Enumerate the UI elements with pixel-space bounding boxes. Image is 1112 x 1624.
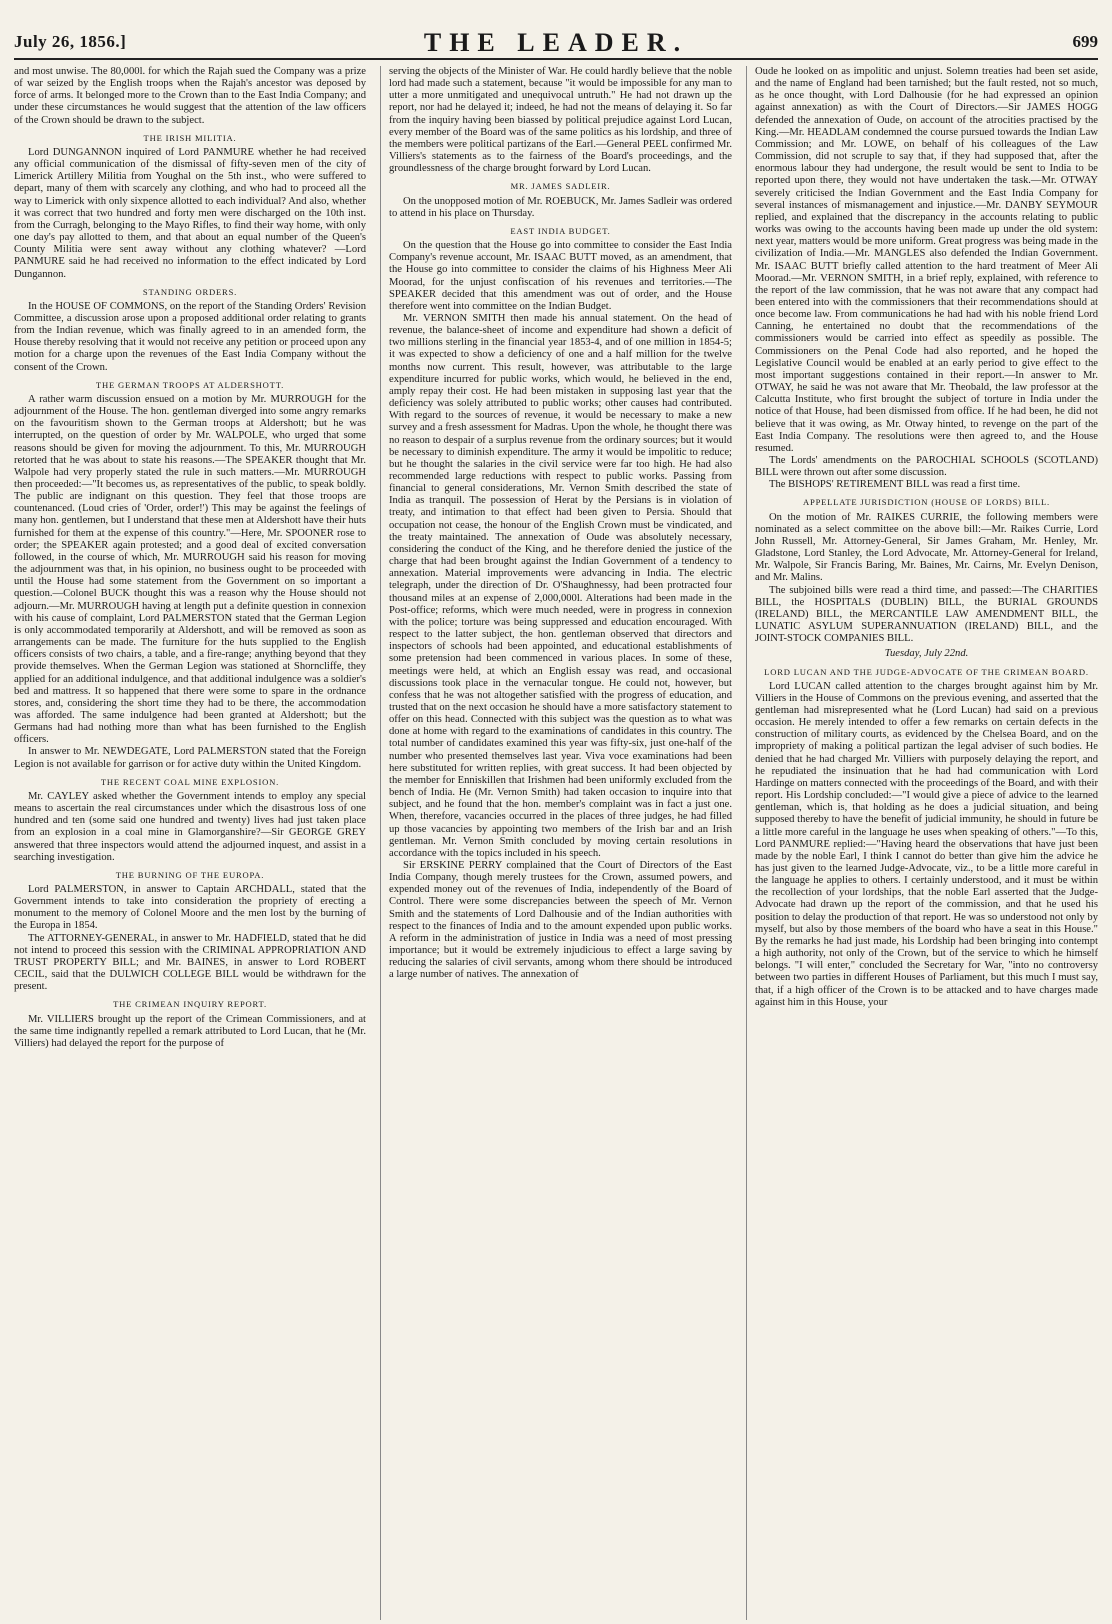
section-heading: THE BURNING OF THE EUROPA. [115,869,265,880]
paragraph: Sir ERSKINE PERRY complained that the Court of Directors of the East India Company, though merely trustees for the Crown, assumed powers, and expended money out of the revenues of India, independently of the Board of Control. There were some discrepancies between the speech of Mr. Vernon Smith and the statements of Lord Dalhousie and of the Indian authorities with respect to the finances of India and to the amount expended upon public works. A reform in the administration of justice in India was a need of most pressing importance; but it would be extremely injudicious to effect a large saving by reducing the salaries of civil servants, among whom there should be introduced a large number of natives. The annexation of [389,860,732,981]
paragraph: Lord DUNGANNON inquired of Lord PANMURE whether he had received any official communication of the dismissal of fifty-seven men of the city of Limerick Artillery Militia from Youghal on the 5th inst., who were suffered to depart, many of them with scarcely any clothing, and who had to proceed all the way to Limerick with only sixpence allotted to each individual? And also, whether it was correct that two hundred and forty men were discharged on the 10th inst. from the Curragh, belonging to the Mayo Rifles, to find their way home, with only one day's pay allotted to them, and that about an equal number of the Queen's County Militia were sent away without any clothing whatever? —Lord PANMURE said he had received no information to the effect indicated by Lord Dungannon. [14,146,366,280]
paragraph: Oude he looked on as impolitic and unjust. Solemn treaties had been set aside, and the name of England had been tarnished; but the fault rested, not so much, as he once thought, with Lord Dalhousie (for he had expressed an opinion against annexation) as with the Court of Directors.—Sir JAMES HOGG defended the annexation of Oude, on account of the atrocities practised by the King.—Mr. HEADLAM condemned the course pursued towards the Indian Law Commission; and Mr. LOWE, on behalf of his colleagues of the Law Commission, did not scruple to say that, if they had supposed that, after the enormous labour they had undergone, the result would be sent to India to be reported upon there, they would not have undertaken the task.—Mr. OTWAY severely criticised the Indian Government and the East India Company for several instances of mismanagement and injustice.—Mr. DANBY SEYMOUR replied, and explained that the discrepancy in the accounts relating to public works was owing to the accounts having been made up under the old system: next year, matters would be more uniform. Great progress was being made in the civilization of India.—Mr. MANGLES also defended the Indian Government. Mr. ISAAC BUTT briefly called attention to the hard treatment of Meer Ali Moorad.—Mr. VERNON SMITH, in a brief reply, explained, with reference to the report of the law commission, that he was not aware that any compact had been entered into with the commissioners that their recommendations should at once become law. From communications he had had with his noble friend Lord Canning, he entertained no doubt that the recommendations of the commissioners would be carried into effect as speedily as possible. The Commissioners on the Penal Code had also reported, and he hoped the Legislative Council would be enabled at an early period to give effect to the most important suggestions contained in their report.—In answer to Mr. OTWAY, he said he was not aware that Mr. Theobald, the law professor at the Calcutta Institute, who first brought the subject of torture in India under the notice of that House, had been dismissed from office. If he had been, he did not believe that it was owing, as Mr. Otway hinted, to revenge on the part of the East India Company. The resolutions were then agreed to, and the House resumed. [755,66,1098,454]
paragraph: and most unwise. The 80,000l. for which the Rajah sued the Company was a prize of war seized by the English troops when the Rajah's ancestor was deposed by force of arms. It belonged more to the Crown than to the East India Company; and under these circumstances he would suggest that the attention of the law officers of the Crown should be drawn to the subject. [14,66,366,126]
dateline: Tuesday, July 22nd. [884,648,969,660]
paragraph: On the motion of Mr. RAIKES CURRIE, the following members were nominated as a select committee on the above bill:—Mr. Raikes Currie, Lord John Russell, Mr. Attorney-General, Sir James Graham, Mr. Henley, Mr. Gladstone, Lord Stanley, the Lord Advocate, Mr. Attorney-General for Ireland, Mr. Walpole, Sir Francis Baring, Mr. Baines, Mr. Cairns, Mr. Evelyn Denison, and Mr. Malins. [755,511,1098,584]
column-3 [746,66,1098,1620]
section-heading: THE RECENT COAL MINE EXPLOSION. [100,776,280,787]
text-columns [14,66,1098,1620]
section-heading: THE CRIMEAN INQUIRY REPORT. [113,999,267,1010]
paragraph: The BISHOPS' RETIREMENT BILL was read a first time. [769,479,1021,491]
paragraph: On the unopposed motion of Mr. ROEBUCK, Mr. James Sadleir was ordered to attend in his place on Thursday. [389,195,732,219]
section-heading: EAST INDIA BUDGET. [510,225,611,236]
paragraph: serving the objects of the Minister of War. He could hardly believe that the noble lord had made such a statement, because "it would be impossible for any man to utter a more unmitigated and unequivocal untruth." He had not drawn up the report, nor had he delayed it; indeed, he had not the means of delaying it. So far from the inquiry having been biassed by political prejudice against Lord Lucan, every member of the Board was of the same politics as his lordship, and three of the members were political partizans of the Earl.—General PEEL confirmed Mr. Villiers's statements as to the fairness of the Board's proceedings, and the groundlessness of the charge brought forward by Lord Lucan. [389,66,732,175]
section-heading: THE GERMAN TROOPS AT ALDERSHOTT. [95,379,285,390]
paragraph: The subjoined bills were read a third time, and passed:—The CHARITIES BILL, the HOSPITALS (DUBLIN) BILL, the BURIAL GROUNDS (IRELAND) BILL, the MERCANTILE LAW AMENDMENT BILL, the LUNATIC ASYLUM SUPERANNUATION (IRELAND) BILL, and the JOINT-STOCK COMPANIES BILL. [755,584,1098,645]
column-2 [380,66,732,1620]
issue-date: July 26, 1856.] [14,32,127,51]
section-heading: THE IRISH MILITIA. [143,132,237,143]
paragraph: On the question that the House go into committee to consider the East India Company's revenue account, Mr. ISAAC BUTT moved, as an amendment, that the House go into committee to consider the claims of his Highness Meer Ali Moorad, for the unjust confiscation of his revenues and territories.—The SPEAKER decided that this amendment was out of order, and the House therefore went into committee on the Indian Budget. [389,240,732,312]
section-heading: LORD LUCAN AND THE JUDGE-ADVOCATE OF THE CRIMEAN BOARD. [764,666,1089,677]
column-1 [14,66,366,1620]
paragraph: The Lords' amendments on the PAROCHIAL SCHOOLS (SCOTLAND) BILL were thrown out after some discussion. [755,455,1098,479]
paragraph: Lord LUCAN called attention to the charges brought against him by Mr. Villiers in the House of Commons on the previous evening, and asserted that the gentleman had misrepresented what he (Lord Lucan) had said on a previous occasion. He merely intended to offer a few remarks on certain defects in the construction of military courts, as evidenced by the Chelsea Board, and on the impropriety of making a political partizan the legal adviser of such bodies. He denied that he had charged Mr. Villiers with purposely delaying the report, and he repudiated the insinuation that he had had communication with Lord Hardinge on matters connected with the proceedings of the Board, and with their report. His Lordship concluded:—"I would give a piece of advice to the learned gentleman, which is, that holding as he does a judicial situation, and being supposed thereby to have the benefit of judicial immunity, he should in future be a little more careful in the language he uses when speaking of others."—To this, Lord PANMURE replied:—"Having heard the observations that have just been made by the noble Earl, I think I cannot do better than give him the advice he has just given to the learned Judge-Advocate, viz., to be a little more careful in the language he applies to others. I certainly understood, and it must be within the recollection of your lordships, that the noble Earl asserted that the Judge-Advocate had drawn up the report of the commission, and that he used his position to delay the production of that report. He was so understood not only by myself, but also by those members of the board who have a seat in this House." By the remarks he had just made, his Lordship had been bringing into contempt a high authority, not only of the Crown, but of the service to which he himself belongs. "I will enter," concluded the Secretary for War, "into no controversy between two parties in different Houses of Parliament, but this much I must say, that, if a high officer of the Crown is to be attacked and to have charges made against him in this House, your [755,680,1098,1008]
section-heading: STANDING ORDERS. [142,286,238,297]
section-heading: MR. JAMES SADLEIR. [510,181,611,192]
paragraph: In the HOUSE OF COMMONS, on the report of the Standing Orders' Revision Committee, a discussion arose upon a proposed additional order relating to grants from the Indian revenue, which was finally agreed to in an amended form, the House thereby resolving that it would not receive any petition or proceed upon any motion for a charge upon the revenues of the East India Company without the consent of the Crown. [14,300,366,373]
paragraph: A rather warm discussion ensued on a motion by Mr. MURROUGH for the adjournment of the House. The hon. gentleman diverged into some angry remarks on the favouritism shown to the German troops at Aldershott; but he was interrupted, on the question of order by Mr. WALPOLE, who urged that some reasons should be given for moving the adjournment. To this, Mr. MURROUGH retorted that he was about to state his reasons.—The SPEAKER thought that Mr. Walpole had very properly stated the rule in such matters.—Mr. MURROUGH then proceeded:—"It becomes us, as representatives of the public, to speak boldly. The public are indignant on this question. They feel that those troops are countenanced. (Loud cries of 'Order, order!') This may be against the feelings of many hon. gentlemen, but I understand that these men at Aldershott have their huts furnished for them at the expense of this country."—Here, Mr. SPOONER rose to order; the SPEAKER again protested; and a good deal of excited conversation followed, in the course of which, Mr. MURROUGH said his reason for moving the adjournment was that, in his opinion, no business ought to be proceeded with until the House had some statement from the Government on so important a question.—Colonel BUCK thought this was a reason why the House should not adjourn.—Mr. MURROUGH having at length put a definite question in connexion with his cause of complaint, Lord PALMERSTON stated that the German Legion is only accommodated temporarily at Aldershott, and will be removed as soon as arrangements can be made. The furniture for the huts supplied to the English officers consists of two chairs, a table, and a fire-range; anything beyond that they provide themselves. When the German Legion was stationed at Shorncliffe, they applied for an additional indulgence, and that additional indulgence was a soldier's bed and mattress. It so happened that there were some to spare in the ordnance stores, and, considering the short time they had to be there, the accommodation was afforded. The same indulgence had been granted at Aldershott; but the Germans had had nothing more than what has been furnished to the English officers. [14,393,366,746]
newspaper-title: THE LEADER. [423,28,689,57]
paragraph: Mr. CAYLEY asked whether the Government intends to employ any special means to ascertain the real circumstances under which the disastrous loss of one hundred and ten (some said one hundred and twenty) lives had just taken place from an explosion in a coal mine in Glamorganshire?—Sir GEORGE GREY answered that three inspectors would attend the adjourned inquest, and assist in a searching investigation. [14,790,366,863]
paragraph: In answer to Mr. NEWDEGATE, Lord PALMERSTON stated that the Foreign Legion is not available for garrison or for active duty within the United Kingdom. [14,746,366,770]
masthead [14,28,1098,60]
paragraph: Mr. VILLIERS brought up the report of the Crimean Commissioners, and at the same time indignantly repelled a remark attributed to Lord Lucan, that he (Mr. Villiers) had delayed the report for the purpose of [14,1013,366,1049]
page-number: 699 [1072,32,1098,51]
section-heading: APPELLATE JURISDICTION (HOUSE OF LORDS) BILL. [802,497,1051,508]
paragraph: The ATTORNEY-GENERAL, in answer to Mr. HADFIELD, stated that he did not intend to proceed this session with the CRIMINAL APPROPRIATION AND TRUST PROPERTY BILL; and Mr. BAINES, in answer to Lord ROBERT CECIL, said that the DULWICH COLLEGE BILL would be withdrawn for the present. [14,932,366,993]
paragraph: Mr. VERNON SMITH then made his annual statement. On the head of revenue, the balance-sheet of income and expenditure had shown a deficit of two millions sterling in the financial year 1853-4, and of one million in 1854-5; it was expected to show a deficiency of one and a half million for the twelve months now current. This result, however, was attributable to the large expenditure incurred for public works, which would, he believed in the end, amply repay their cost. He had been mistaken in supposing last year that the deficiency was solely attributed to public works; other causes had contributed. With regard to the sources of revenue, it would be necessary to make a new survey and a fresh assessment for Madras. Upon the whole, he thought there was no reason to despair of a surplus revenue from the ordinary sources; but it would be necessary to diminish expenditure. The army it would be impolitic to reduce; but he thought the salaries in the civil service were far too high. He had also recommended large reductions with respect to public works. Passing from financial to general considerations, Mr. Vernon Smith described the state of India as tranquil. The possession of Herat by the Persians is in violation of treaty, and intimation to that effect had been given to Persia. Should that occupation not cease, the honour of the English Crown must be vindicated, and the treaty maintained. The annexation of Oude was absolutely necessary, considering the conduct of the King, and he therefore denied the justice of the charge that had been brought against the Indian Government of a tendency to annexation. Material improvements were advancing in India. The electric telegraph, under the direction of Dr. O'Shaughnessy, had been protracted four thousand miles at an expense of 2,000,000l. Alterations had been made in the Post-office; reforms, which were much needed, were in progress in connexion with the police; torture was being suppressed and education encouraged. With respect to the latter subject, the hon. gentleman observed that directors and inspectors of schools had been appointed, and educational establishments of some pretension had been commenced in various places. In some of these, meetings were held, at which an English essay was read, and occasional discussions took place in the vernacular tongue. He could not, however, but confess that he was not altogether satisfied with the progress of education, and trusted that on the next occasion he should have a more satisfactory statement to offer on this head. Connected with this subject was the question as to what was done at home with regard to the examinations of candidates in this country. The total number of candidates examined this year was fifty-six, just one-half of the number who presented themselves last year. Viva voce examinations had been here substituted for written replies, with great success. It had been objected by the member for Enniskillen that Irishmen had been uniformly excluded from the bench of India. He (Mr. Vernon Smith) had taken occasion to inquire into that subject, and he found that the hon. member's complaint was in fact a just one. When, therefore, vacancies occurred in the places of three judges, he had filled up those vacancies by appointing two members of the Irish bar and an Irish gentleman. Mr. Vernon Smith concluded by moving certain resolutions in accordance with the topics included in his speech. [389,312,732,859]
paragraph: Lord PALMERSTON, in answer to Captain ARCHDALL, stated that the Government intends to take into consideration the propriety of erecting a monument to the memory of Colonel Moore and the men lost by the burning of the Europa in 1854. [14,884,366,932]
